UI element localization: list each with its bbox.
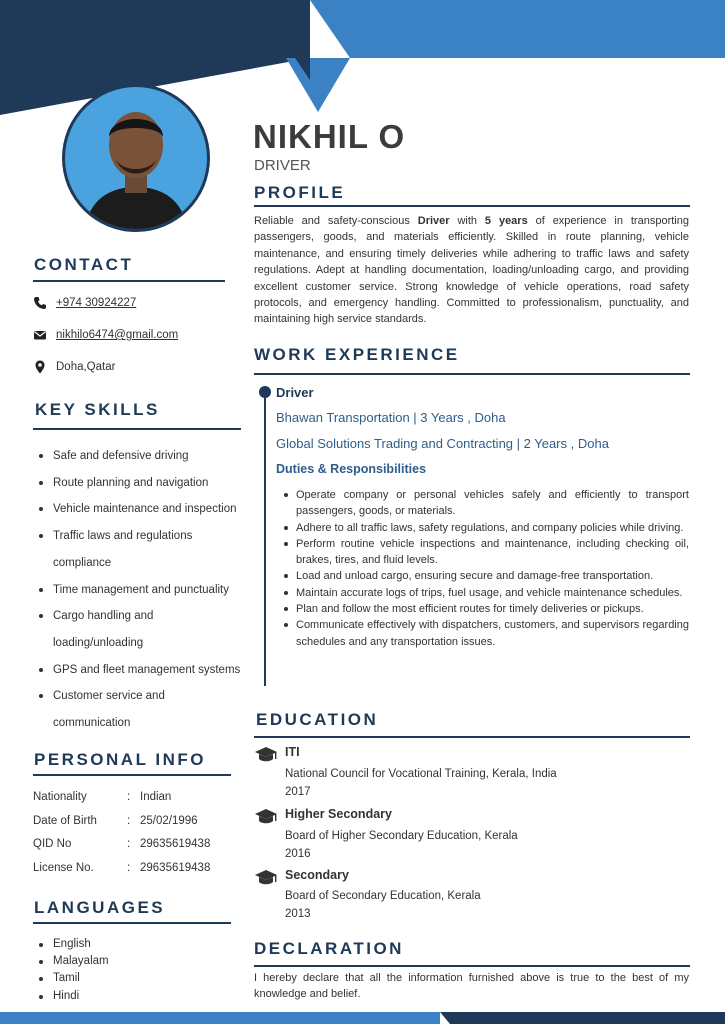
- table-row: [33, 832, 210, 856]
- candidate-title: DRIVER: [254, 157, 311, 174]
- list-item: Tamil: [37, 970, 109, 987]
- skills-divider: [33, 428, 241, 430]
- phone-icon: [33, 296, 47, 310]
- skills-heading: KEY SKILLS: [35, 400, 160, 419]
- list-item: Plan and follow the most efficient routes for timely deliveries or pickups.: [283, 601, 689, 617]
- list-item: Hindi: [37, 988, 109, 1005]
- footer-decoration: [0, 1012, 725, 1024]
- contact-email: [33, 328, 178, 342]
- education-title: Higher Secondary: [285, 807, 392, 821]
- contact-location: [33, 360, 115, 374]
- list-item: compliance: [53, 556, 112, 569]
- education-year: 2017: [285, 786, 311, 798]
- location-icon: [33, 360, 47, 374]
- contact-phone: [33, 296, 136, 310]
- info-colon: :: [127, 838, 131, 851]
- education-year: 2013: [285, 908, 311, 920]
- graduation-cap-icon: [254, 808, 278, 826]
- work-divider: [254, 373, 690, 375]
- candidate-name: NIKHIL O: [253, 118, 406, 155]
- table-row: [33, 809, 210, 833]
- timeline-line: [264, 392, 266, 686]
- list-item: Time management and punctuality: [37, 577, 252, 604]
- job-role: Driver: [276, 385, 314, 400]
- graduation-cap-icon: [254, 869, 278, 887]
- list-item: Vehicle maintenance and inspection: [37, 496, 252, 523]
- list-item: Maintain accurate logs of trips, fuel usage, and vehicle maintenance schedules.: [283, 585, 689, 601]
- info-colon: :: [127, 861, 131, 874]
- job-line: Bhawan Transportation | 3 Years , Doha: [276, 410, 506, 425]
- info-label: License No.: [33, 861, 94, 874]
- table-row: [33, 785, 210, 809]
- list-item: Route planning and navigation: [37, 470, 252, 497]
- list-item: Load and unload cargo, ensuring secure and damage-free transportation.: [283, 568, 689, 584]
- list-item: Traffic laws and regulations: [37, 523, 252, 550]
- work-heading: WORK EXPERIENCE: [254, 345, 460, 364]
- contact-divider: [33, 280, 225, 282]
- list-item: Safe and defensive driving: [37, 443, 252, 470]
- info-colon: :: [127, 790, 131, 803]
- email-link[interactable]: nikhilo6474@gmail.com: [56, 329, 179, 341]
- list-item: loading/unloading: [53, 636, 144, 649]
- languages-list: [37, 936, 109, 1005]
- education-divider: [254, 736, 690, 738]
- profile-summary: Reliable and safety-conscious Driver with 5 years of experience in transporting passengers, goods, and materials efficiently. Skilled in route planning, vehicle maintenance, and ensuring timely deliveries while adhering to traffic laws and safety regulations. Adept at handling documentation, loading/unloading cargo, and providing excellent customer service. Strong knowledge of vehicle operations, road safety protocols, and emergency handling. Committed to professionalism, punctuality, and maintaining high service standards.: [254, 215, 689, 326]
- info-value: 29635619438: [140, 861, 211, 874]
- list-item: Operate company or personal vehicles safely and efficiently to transport passengers, goods, or materials.: [283, 487, 689, 520]
- info-value: Indian: [140, 790, 172, 803]
- avatar: [65, 87, 207, 229]
- declaration-text: I hereby declare that all the information furnished above is true to the best of my knowledge and belief.: [254, 972, 689, 1001]
- education-title: Secondary: [285, 868, 349, 882]
- education-title: ITI: [285, 745, 300, 759]
- list-item: communication: [53, 717, 131, 730]
- duties-heading: Duties & Responsibilities: [276, 462, 427, 476]
- info-value: 25/02/1996: [140, 814, 198, 827]
- contact-heading: CONTACT: [34, 255, 134, 274]
- info-label: Nationality: [33, 790, 87, 803]
- declaration-divider: [254, 965, 690, 967]
- personal-heading: PERSONAL INFO: [34, 750, 206, 769]
- personal-divider: [33, 774, 231, 776]
- list-item: Malayalam: [37, 953, 109, 970]
- list-item: Cargo handling and: [37, 603, 252, 630]
- education-year: 2016: [285, 848, 311, 860]
- phone-link[interactable]: +974 30924227: [56, 297, 137, 309]
- duty-list: [283, 487, 689, 650]
- list-item: English: [37, 936, 109, 953]
- table-row: [33, 856, 210, 880]
- languages-heading: LANGUAGES: [34, 898, 166, 917]
- email-icon: [33, 328, 47, 342]
- list-item: Communicate effectively with dispatchers, customers, and supervisors regarding schedules and any transportation issues.: [283, 617, 689, 650]
- languages-divider: [33, 922, 231, 924]
- education-institution: Board of Secondary Education, Kerala: [285, 890, 481, 902]
- graduation-cap-icon: [254, 746, 278, 764]
- personal-info-table: [33, 785, 210, 880]
- info-colon: :: [127, 814, 131, 827]
- education-institution: National Council for Vocational Training, Kerala, India: [285, 768, 557, 780]
- profile-heading: PROFILE: [254, 183, 346, 202]
- info-value: 29635619438: [140, 838, 211, 851]
- skills-list: [37, 443, 252, 737]
- timeline-dot: [259, 386, 271, 398]
- info-label: QID No: [33, 838, 72, 851]
- education-institution: Board of Higher Secondary Education, Kerala: [285, 830, 518, 842]
- list-item: Perform routine vehicle inspections and maintenance, including checking oil, brakes, tires, and fluid levels.: [283, 536, 689, 569]
- list-item: GPS and fleet management systems: [37, 657, 252, 684]
- location-text: Doha,Qatar: [56, 361, 116, 373]
- job-line: Global Solutions Trading and Contracting | 2 Years , Doha: [276, 436, 609, 451]
- profile-photo: [62, 84, 210, 232]
- profile-divider: [254, 205, 690, 207]
- list-item: Adhere to all traffic laws, safety regulations, and company policies while driving.: [283, 520, 689, 536]
- declaration-heading: DECLARATION: [254, 939, 404, 958]
- education-heading: EDUCATION: [256, 710, 379, 729]
- info-label: Date of Birth: [33, 814, 97, 827]
- list-item: Customer service and: [37, 683, 252, 710]
